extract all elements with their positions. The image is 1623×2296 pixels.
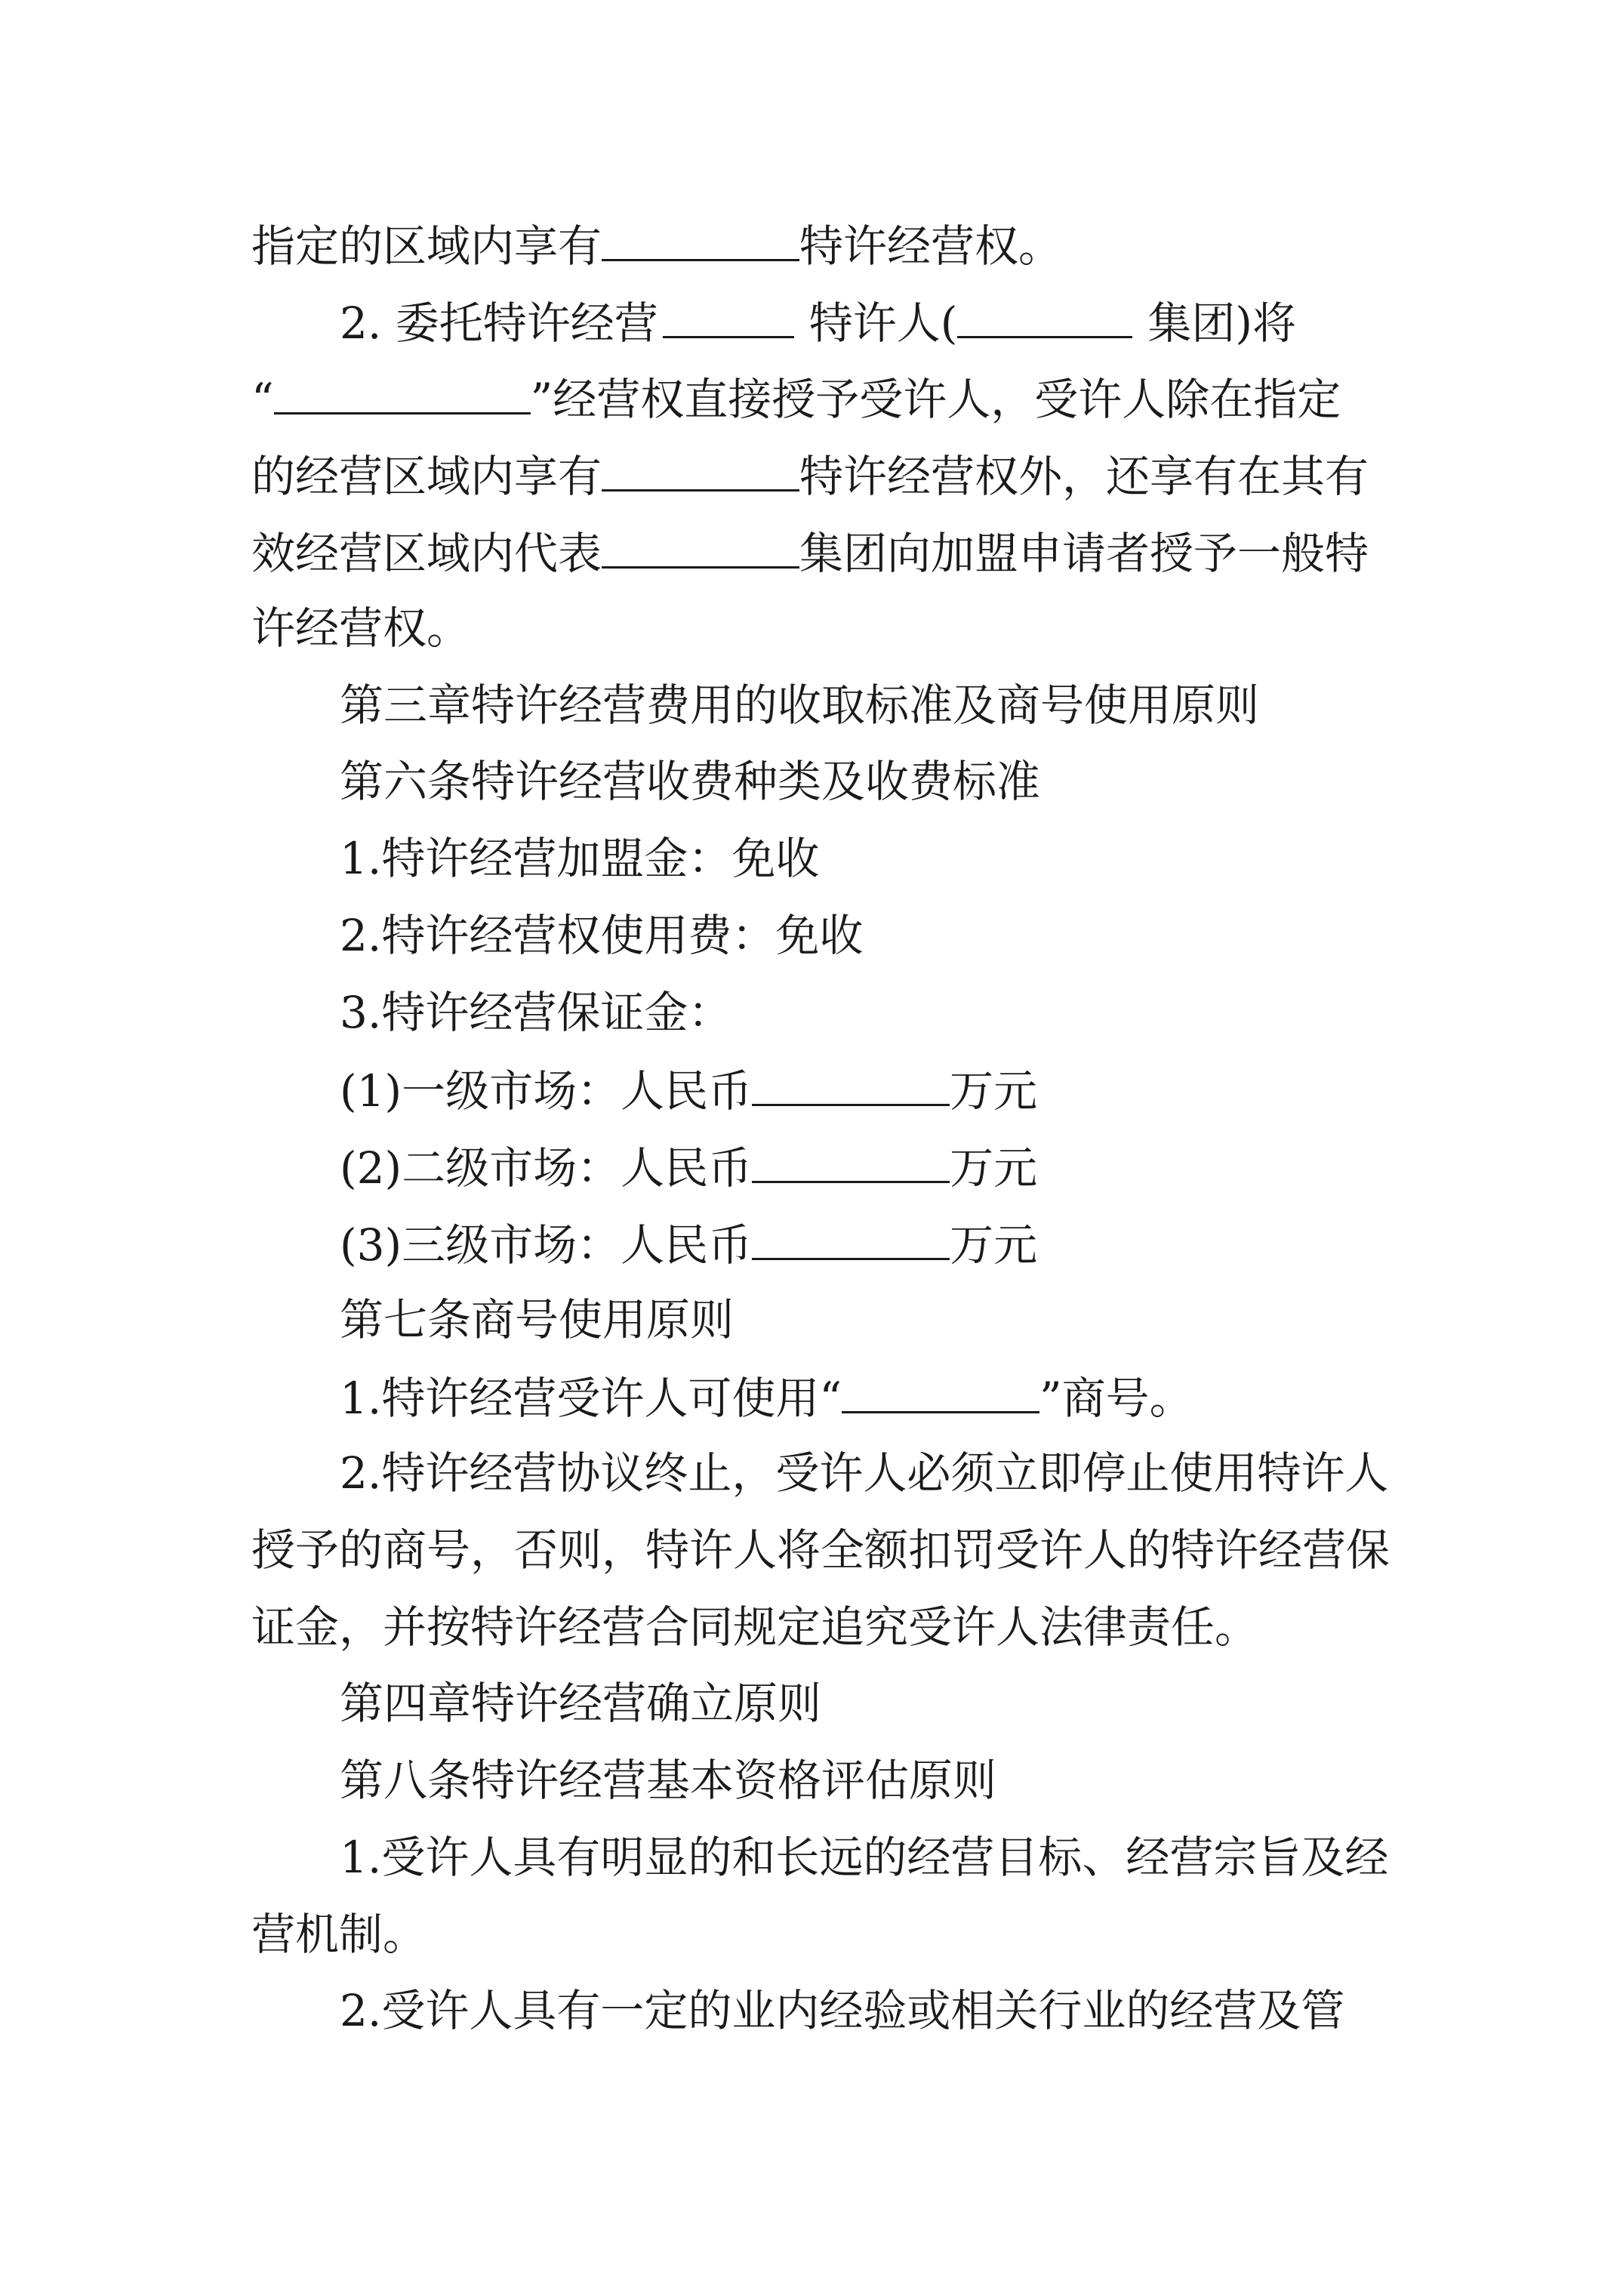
- text-span: (2)二级市场：人民币: [340, 1142, 753, 1194]
- blank-underline: [752, 1065, 950, 1106]
- text-span: 集团向加盟申请者授予一般特: [799, 528, 1369, 579]
- article-heading: 第七条商号使用原则: [340, 1294, 735, 1345]
- text-line: 证金，并按特许经营合同规定追究受许人法律责任。: [251, 1601, 1259, 1653]
- text-line: 2.受许人具有一定的业内经验或相关行业的经营及管: [340, 1985, 1345, 2036]
- text-span: ”经营权直接授予受许人，受许人除在指定: [530, 374, 1341, 425]
- article-heading: 第六条特许经营收费种类及收费标准: [340, 756, 1041, 807]
- blank-underline: [602, 527, 799, 569]
- text-span: 万元: [950, 1142, 1038, 1194]
- text-line: 许经营权。: [251, 603, 471, 654]
- text-line: [340, 1065, 1037, 1115]
- text-span: ”商号。: [1039, 1373, 1193, 1424]
- text-line: 1.特许经营加盟金：免收: [340, 833, 820, 884]
- blank-underline: [663, 297, 794, 338]
- text-span: 效经营区域内代表: [251, 528, 602, 579]
- text-line: 授予的商号，否则，特许人将全额扣罚受许人的特许经营保: [251, 1524, 1390, 1576]
- text-line: [340, 297, 1296, 347]
- text-line: [251, 373, 1341, 424]
- text-span: 1.特许经营受许人可使用“: [340, 1373, 842, 1424]
- text-span: 的经营区域内享有: [251, 451, 602, 502]
- text-span: 指定的区域内享有: [251, 220, 602, 272]
- text-line: 2.特许经营权使用费：免收: [340, 910, 864, 961]
- blank-underline: [274, 373, 531, 415]
- blank-underline: [602, 220, 799, 261]
- text-span: 特许人(: [808, 297, 958, 349]
- blank-underline: [752, 1142, 950, 1183]
- text-span: 2. 委托特许经营: [340, 297, 658, 349]
- chapter-heading: 第四章特许经营确立原则: [340, 1678, 822, 1729]
- chapter-heading: 第三章特许经营费用的收取标准及商号使用原则: [340, 680, 1260, 731]
- text-span: (1)一级市场：人民币: [340, 1065, 753, 1117]
- text-span: 特许经营权。: [799, 220, 1063, 272]
- text-span: 集团)将: [1147, 297, 1297, 349]
- text-span: 万元: [950, 1219, 1038, 1271]
- text-span: “: [251, 374, 274, 425]
- text-span: (3)三级市场：人民币: [340, 1219, 753, 1271]
- text-line: [340, 1372, 1193, 1422]
- blank-underline: [842, 1372, 1039, 1413]
- text-line: 3.特许经营保证金：: [340, 987, 732, 1038]
- blank-underline: [957, 297, 1132, 338]
- text-line: 营机制。: [251, 1909, 427, 1960]
- text-line: [251, 220, 1062, 270]
- text-line: [340, 1219, 1037, 1269]
- text-span: 万元: [950, 1065, 1038, 1117]
- text-line: [251, 450, 1369, 501]
- text-span: 特许经营权外，还享有在其有: [799, 451, 1369, 502]
- text-line: 2.特许经营协议终止，受许人必须立即停止使用特许人: [340, 1447, 1389, 1499]
- text-line: [340, 1142, 1037, 1192]
- text-line: 1.受许人具有明显的和长远的经营目标、经营宗旨及经: [340, 1832, 1389, 1883]
- blank-underline: [752, 1219, 950, 1260]
- article-heading: 第八条特许经营基本资格评估原则: [340, 1755, 997, 1806]
- text-line: [251, 527, 1369, 578]
- blank-underline: [602, 450, 799, 492]
